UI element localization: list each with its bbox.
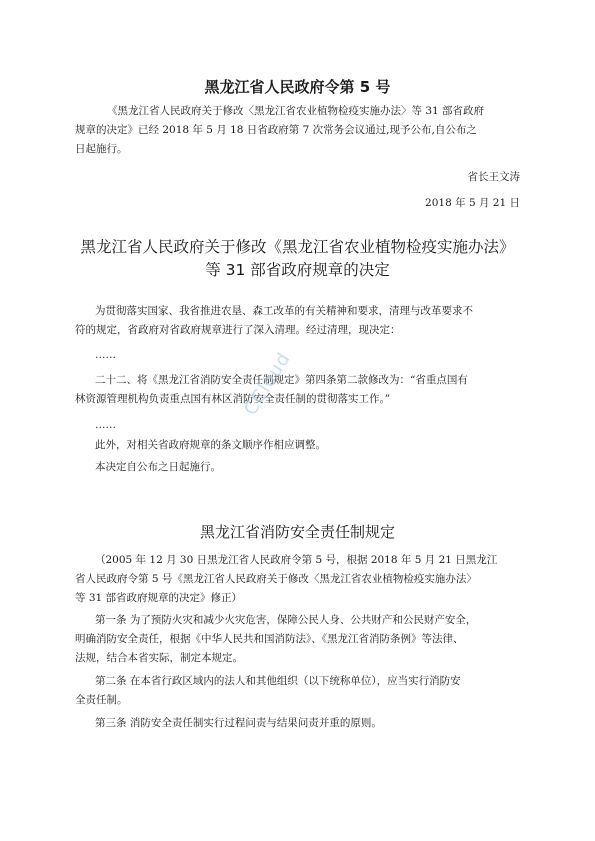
decision-closing-2: 本决定自公布之日起施行。 xyxy=(95,461,221,473)
ellipsis-1: …… xyxy=(95,349,116,361)
order-date: 2018 年 5 月 21 日 xyxy=(425,197,520,209)
article-2-line-2: 全责任制。 xyxy=(75,694,128,706)
order-signer: 省长王文涛 xyxy=(467,171,520,183)
decision-closing-1: 此外，对相关省政府规章的条文顺序作相应调整。 xyxy=(95,439,326,451)
article-1-line-3: 法规，结合本省实际，制定本规定。 xyxy=(75,652,243,664)
item22-line-1: 二十二、将《黑龙江省消防安全责任制规定》第四条第二款修改为：“省重点国有 xyxy=(95,374,468,386)
watermark-logo: CCloud xyxy=(240,348,295,420)
decision-title-line-2: 等 31 部省政府规章的决定 xyxy=(205,261,390,279)
order-title: 黑龙江省人民政府令第 5 号 xyxy=(204,78,391,96)
order-para-line-1: 《黑龙江省人民政府关于修改〈黑龙江省农业植物检疫实施办法〉等 31 部省政府 xyxy=(107,105,485,117)
item22-line-2: 林资源管理机构负责重点国有林区消防安全责任制的贯彻落实工作。” xyxy=(75,393,391,405)
article-1-line-2: 明确消防安全责任，根据《中华人民共和国消防法》、《黑龙江省消防条例》等法律、 xyxy=(75,633,464,645)
order-para-line-3: 日起施行。 xyxy=(75,143,128,155)
decision-intro-line-2: 符的规定，省政府对省政府规章进行了深入清理。经过清理，现决定： xyxy=(75,324,401,336)
article-1-line-1: 第一条 为了预防火灾和减少火灾危害，保障公民人身、公共财产和公民财产安全， xyxy=(95,614,477,626)
article-3: 第三条 消防安全责任制实行过程问责与结果问责并重的原则。 xyxy=(95,717,382,729)
decision-title-line-1: 黑龙江省人民政府关于修改《黑龙江省农业植物检疫实施办法》 xyxy=(80,238,515,256)
decision-intro-line-1: 为贯彻落实国家、我省推进农垦、森工改革的有关精神和要求，清理与改革要求不 xyxy=(95,305,473,317)
order-para-line-2: 规章的决定》已经 2018 年 5 月 18 日省政府第 7 次常务会议通过,现予公布,自公布之 xyxy=(75,124,477,136)
regulation-note-line-1: （2005 年 12 月 30 日黑龙江省人民政府令第 5 号，根据 2018 年 5 月 21 日黑龙江 xyxy=(95,554,498,566)
article-2-line-1: 第二条 在本省行政区域内的法人和其他组织（以下统称单位），应当实行消防安 xyxy=(95,675,461,687)
ellipsis-2: …… xyxy=(95,419,116,431)
regulation-note-line-3: 等 31 部省政府规章的决定》修正） xyxy=(75,592,243,604)
regulation-note-line-2: 省人民政府令第 5 号《黑龙江省人民政府关于修改〈黑龙江省农业植物检疫实施办法〉 xyxy=(75,573,477,585)
regulation-title: 黑龙江省消防安全责任制规定 xyxy=(199,523,395,541)
